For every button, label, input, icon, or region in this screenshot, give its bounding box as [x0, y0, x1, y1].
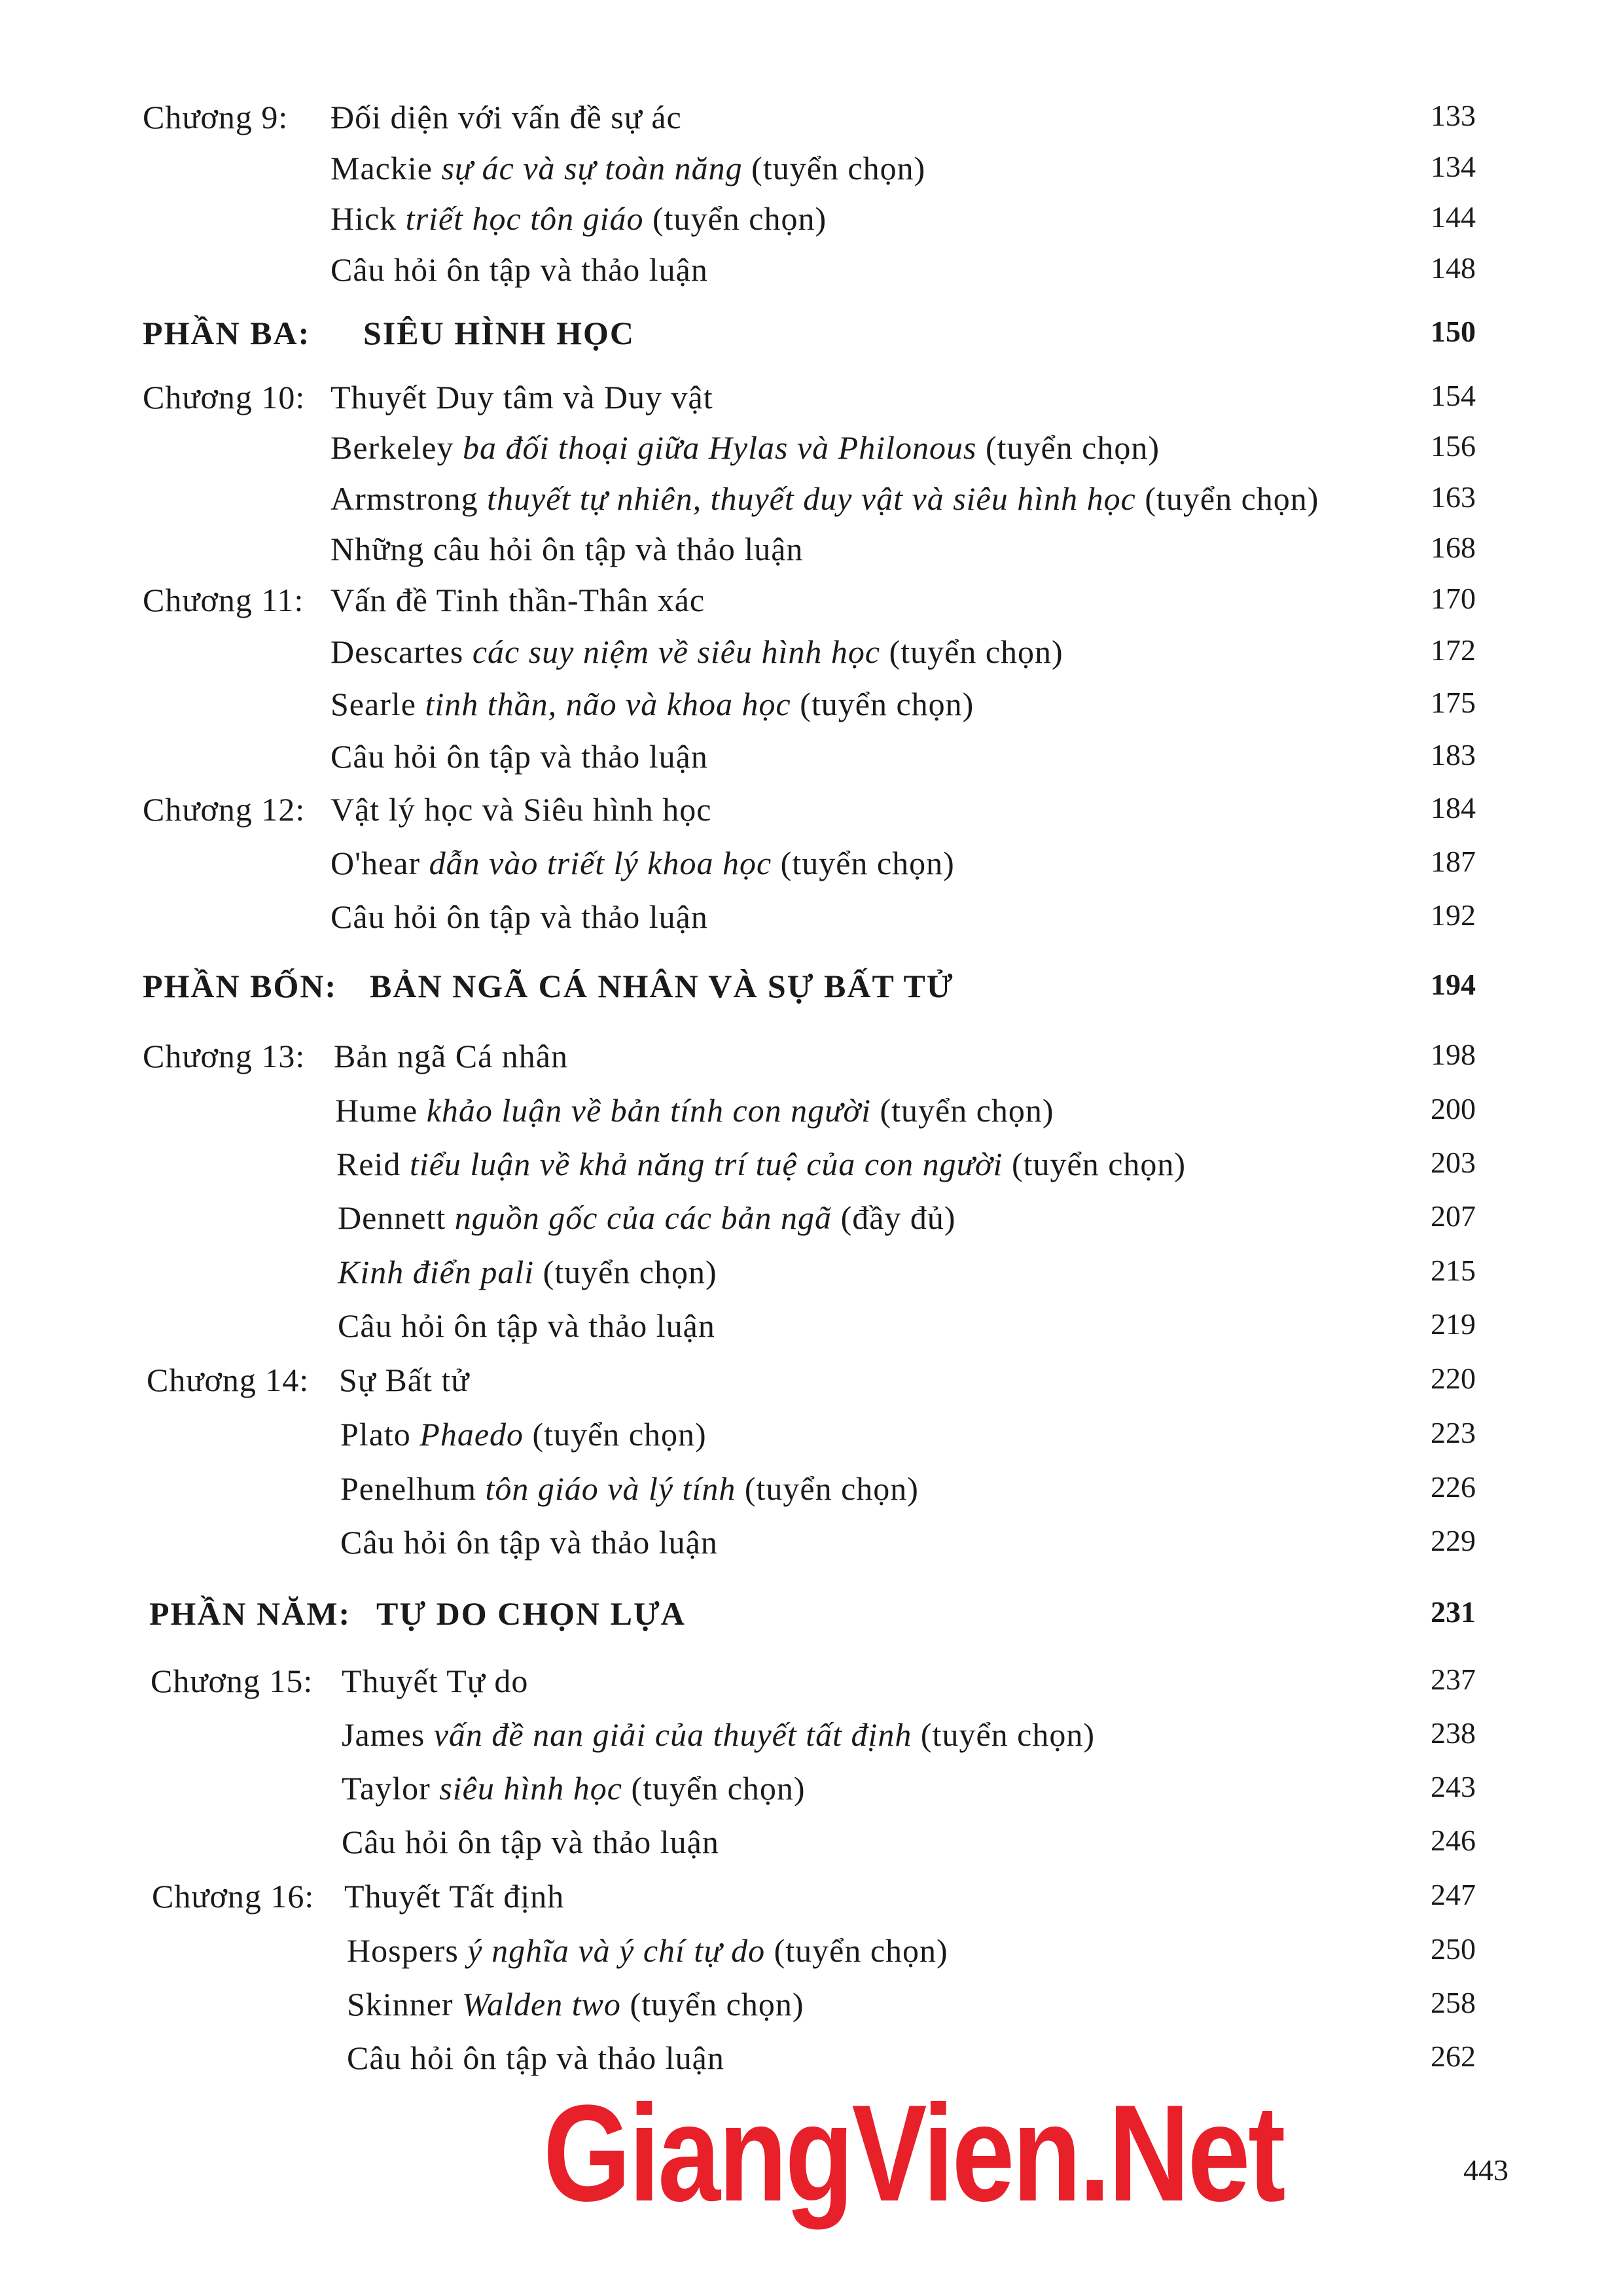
- chapter-title: Thuyết Tự do: [342, 1663, 529, 1699]
- chapter-row: [0, 1361, 1623, 1413]
- part-title: BẢN NGÃ CÁ NHÂN VÀ SỰ BẤT TỬ: [370, 968, 954, 1004]
- chapter-row: [0, 98, 1623, 150]
- toc-entry-row: [0, 1769, 1623, 1822]
- entry-work: triết học tôn giáo: [405, 200, 644, 237]
- entry-author: Reid: [336, 1146, 401, 1182]
- entry-work: dẫn vào triết lý khoa học: [429, 845, 772, 881]
- entry-title: Câu hỏi ôn tập và thảo luận: [330, 898, 708, 935]
- entry-title: Câu hỏi ôn tập và thảo luận: [347, 2040, 724, 2076]
- chapter-label: Chương 13:: [143, 1038, 306, 1074]
- entry-title: Câu hỏi ôn tập và thảo luận: [338, 1307, 715, 1344]
- chapter-row: [0, 790, 1623, 843]
- entry-work: Kinh điển pali: [338, 1254, 535, 1290]
- entry-author: Hospers: [347, 1932, 459, 1969]
- entry-note: (tuyển chọn): [532, 1416, 707, 1453]
- part-label: PHẦN BA:: [143, 315, 311, 351]
- toc-entry-row: [0, 1307, 1623, 1359]
- toc-entry-row: [0, 251, 1623, 303]
- entry-note: (tuyển chọn): [631, 1770, 806, 1807]
- toc-entry-row: [0, 1523, 1623, 1576]
- reading-entry: [336, 1145, 1186, 1183]
- entry-page-number: 144: [1431, 200, 1476, 234]
- reading-entry: [330, 844, 955, 882]
- entry-author: Skinner: [347, 1986, 454, 2022]
- toc-entry-row: [0, 1415, 1623, 1468]
- entry-author: James: [342, 1716, 425, 1753]
- entry-author: Mackie: [330, 150, 433, 186]
- chapter-label: Chương 14:: [147, 1362, 310, 1398]
- reading-entry: [330, 429, 1160, 467]
- entry-note: (tuyển chọn): [652, 200, 827, 237]
- entry-author: Hick: [330, 200, 397, 237]
- entry-note: (tuyển chọn): [543, 1254, 717, 1290]
- entry-work: khảo luận về bản tính con người: [426, 1092, 871, 1129]
- chapter-row: [0, 1662, 1623, 1714]
- entry-page-number: 134: [1431, 150, 1476, 183]
- toc-entry-row: [0, 1985, 1623, 2038]
- entry-title: Câu hỏi ôn tập và thảo luận: [342, 1824, 719, 1860]
- entry-page-number: 187: [1431, 845, 1476, 878]
- toc-entry-row: [0, 737, 1623, 790]
- toc-entry-row: [0, 200, 1623, 252]
- entry-page-number: 258: [1431, 1986, 1476, 2019]
- entry-page-number: 154: [1431, 379, 1476, 412]
- part-heading-row: [0, 967, 1623, 1019]
- chapter-title: Vấn đề Tinh thần-Thân xác: [330, 582, 705, 618]
- entry-page-number: 172: [1431, 633, 1476, 667]
- entry-work: tôn giáo và lý tính: [485, 1470, 736, 1507]
- entry-author: Berkeley: [330, 429, 454, 466]
- chapter-row: [0, 1037, 1623, 1089]
- entry-page-number: 192: [1431, 898, 1476, 932]
- entry-note: (đầy đủ): [840, 1199, 956, 1236]
- part-title: TỰ DO CHỌN LỰA: [376, 1595, 686, 1632]
- toc-entry-row: [0, 844, 1623, 896]
- chapter-row: [0, 1877, 1623, 1930]
- entry-title: Câu hỏi ôn tập và thảo luận: [330, 738, 708, 775]
- entry-title: Những câu hỏi ôn tập và thảo luận: [330, 531, 804, 567]
- entry-title: Câu hỏi ôn tập và thảo luận: [340, 1524, 718, 1561]
- entry-note: (tuyển chọn): [744, 1470, 919, 1507]
- reading-entry: [340, 1470, 919, 1508]
- entry-page-number: 133: [1431, 99, 1476, 132]
- toc-entry-row: [0, 1253, 1623, 1305]
- entry-page-number: 262: [1431, 2040, 1476, 2073]
- part-label: PHẦN BỐN:: [143, 968, 338, 1004]
- toc-entry-row: [0, 633, 1623, 685]
- entry-author: O'hear: [330, 845, 421, 881]
- entry-note: (tuyển chọn): [774, 1932, 948, 1969]
- entry-title: Câu hỏi ôn tập và thảo luận: [330, 251, 708, 288]
- entry-work: nguồn gốc của các bản ngã: [454, 1199, 832, 1236]
- reading-entry: [335, 1091, 1054, 1129]
- entry-page-number: 194: [1431, 968, 1476, 1001]
- entry-page-number: 170: [1431, 582, 1476, 615]
- entry-note: (tuyển chọn): [780, 845, 955, 881]
- entry-page-number: 238: [1431, 1716, 1476, 1750]
- toc-entry-row: [0, 1199, 1623, 1251]
- chapter-title: Bản ngã Cá nhân: [334, 1038, 568, 1074]
- entry-page-number: 175: [1431, 686, 1476, 719]
- entry-page-number: 168: [1431, 531, 1476, 564]
- entry-page-number: 237: [1431, 1663, 1476, 1696]
- entry-page-number: 250: [1431, 1932, 1476, 1966]
- toc-entry-row: [0, 898, 1623, 950]
- chapter-title: Đối diện với vấn đề sự ác: [330, 99, 682, 135]
- toc-entry-row: [0, 149, 1623, 202]
- chapter-row: [0, 378, 1623, 431]
- reading-entry: [330, 480, 1319, 518]
- entry-work: tinh thần, não và khoa học: [425, 686, 791, 722]
- toc-entry-row: [0, 530, 1623, 582]
- part-title: SIÊU HÌNH HỌC: [363, 315, 635, 351]
- toc-entry-row: [0, 1091, 1623, 1144]
- reading-entry: [330, 633, 1063, 671]
- entry-work: sự ác và sự toàn năng: [441, 150, 743, 186]
- entry-author: Searle: [330, 686, 416, 722]
- chapter-row: [0, 581, 1623, 633]
- part-label: PHẦN NĂM:: [149, 1595, 351, 1632]
- entry-page-number: 148: [1431, 251, 1476, 285]
- chapter-title: Vật lý học và Siêu hình học: [330, 791, 712, 828]
- entry-author: Armstrong: [330, 480, 478, 517]
- part-heading-row: [0, 1595, 1623, 1647]
- entry-work: Phaedo: [419, 1416, 524, 1453]
- entry-work: ba đối thoại giữa Hylas và Philonous: [462, 429, 977, 466]
- entry-page-number: 163: [1431, 480, 1476, 514]
- entry-page-number: 231: [1431, 1595, 1476, 1629]
- entry-author: Taylor: [342, 1770, 431, 1807]
- entry-page-number: 156: [1431, 429, 1476, 463]
- entry-page-number: 229: [1431, 1524, 1476, 1557]
- page-number: 443: [1463, 2153, 1508, 2187]
- reading-entry: [338, 1253, 717, 1291]
- entry-work: Walden two: [462, 1986, 621, 2022]
- chapter-label: Chương 16:: [152, 1878, 315, 1915]
- chapter-label: Chương 10:: [143, 379, 306, 415]
- entry-work: vấn đề nan giải của thuyết tất định: [433, 1716, 912, 1753]
- reading-entry: [330, 200, 827, 238]
- reading-entry: [340, 1415, 707, 1453]
- part-heading-row: [0, 314, 1623, 366]
- entry-author: Hume: [335, 1092, 418, 1129]
- entry-note: (tuyển chọn): [630, 1986, 804, 2022]
- chapter-title: Thuyết Duy tâm và Duy vật: [330, 379, 713, 415]
- entry-work: tiểu luận về khả năng trí tuệ của con người: [409, 1146, 1003, 1182]
- entry-note: (tuyển chọn): [800, 686, 974, 722]
- entry-page-number: 198: [1431, 1038, 1476, 1071]
- entry-work: siêu hình học: [439, 1770, 622, 1807]
- toc-entry-row: [0, 685, 1623, 737]
- reading-entry: [342, 1769, 806, 1807]
- entry-note: (tuyển chọn): [889, 633, 1063, 670]
- chapter-title: Sự Bất tử: [339, 1362, 470, 1398]
- toc-entry-row: [0, 1470, 1623, 1522]
- toc-entry-row: [0, 1823, 1623, 1875]
- reading-entry: [330, 149, 925, 187]
- entry-note: (tuyển chọn): [751, 150, 926, 186]
- toc-entry-row: [0, 480, 1623, 532]
- chapter-label: Chương 11:: [143, 582, 304, 618]
- reading-entry: [330, 685, 974, 723]
- entry-note: (tuyển chọn): [1145, 480, 1319, 517]
- entry-page-number: 220: [1431, 1362, 1476, 1395]
- entry-page-number: 150: [1431, 315, 1476, 348]
- entry-page-number: 223: [1431, 1416, 1476, 1449]
- entry-author: Descartes: [330, 633, 464, 670]
- reading-entry: [342, 1716, 1095, 1754]
- entry-page-number: 246: [1431, 1824, 1476, 1857]
- toc-entry-row: [0, 1716, 1623, 1768]
- entry-page-number: 226: [1431, 1470, 1476, 1504]
- entry-page-number: 200: [1431, 1092, 1476, 1125]
- watermark-logo: GiangVien.Net: [543, 2076, 1284, 2230]
- toc-entry-row: [0, 429, 1623, 481]
- entry-page-number: 243: [1431, 1770, 1476, 1803]
- entry-work: thuyết tự nhiên, thuyết duy vật và siêu hình học: [487, 480, 1136, 517]
- entry-note: (tuyển chọn): [880, 1092, 1054, 1129]
- entry-page-number: 183: [1431, 738, 1476, 771]
- chapter-label: Chương 15:: [151, 1663, 313, 1699]
- reading-entry: [347, 1985, 804, 2023]
- entry-note: (tuyển chọn): [1011, 1146, 1186, 1182]
- reading-entry: [347, 1932, 948, 1969]
- entry-page-number: 219: [1431, 1307, 1476, 1341]
- entry-work: ý nghĩa và ý chí tự do: [467, 1932, 766, 1969]
- reading-entry: [338, 1199, 956, 1237]
- entry-page-number: 203: [1431, 1146, 1476, 1179]
- entry-author: Plato: [340, 1416, 411, 1453]
- entry-note: (tuyển chọn): [920, 1716, 1095, 1753]
- chapter-label: Chương 9:: [143, 99, 289, 135]
- chapter-label: Chương 12:: [143, 791, 306, 828]
- toc-entry-row: [0, 1145, 1623, 1197]
- entry-author: Penelhum: [340, 1470, 476, 1507]
- entry-note: (tuyển chọn): [985, 429, 1160, 466]
- toc-entry-row: [0, 1932, 1623, 1984]
- entry-page-number: 207: [1431, 1199, 1476, 1233]
- entry-page-number: 247: [1431, 1878, 1476, 1911]
- entry-work: các suy niệm về siêu hình học: [472, 633, 881, 670]
- chapter-title: Thuyết Tất định: [344, 1878, 565, 1915]
- entry-author: Dennett: [338, 1199, 446, 1236]
- entry-page-number: 184: [1431, 791, 1476, 824]
- entry-page-number: 215: [1431, 1254, 1476, 1287]
